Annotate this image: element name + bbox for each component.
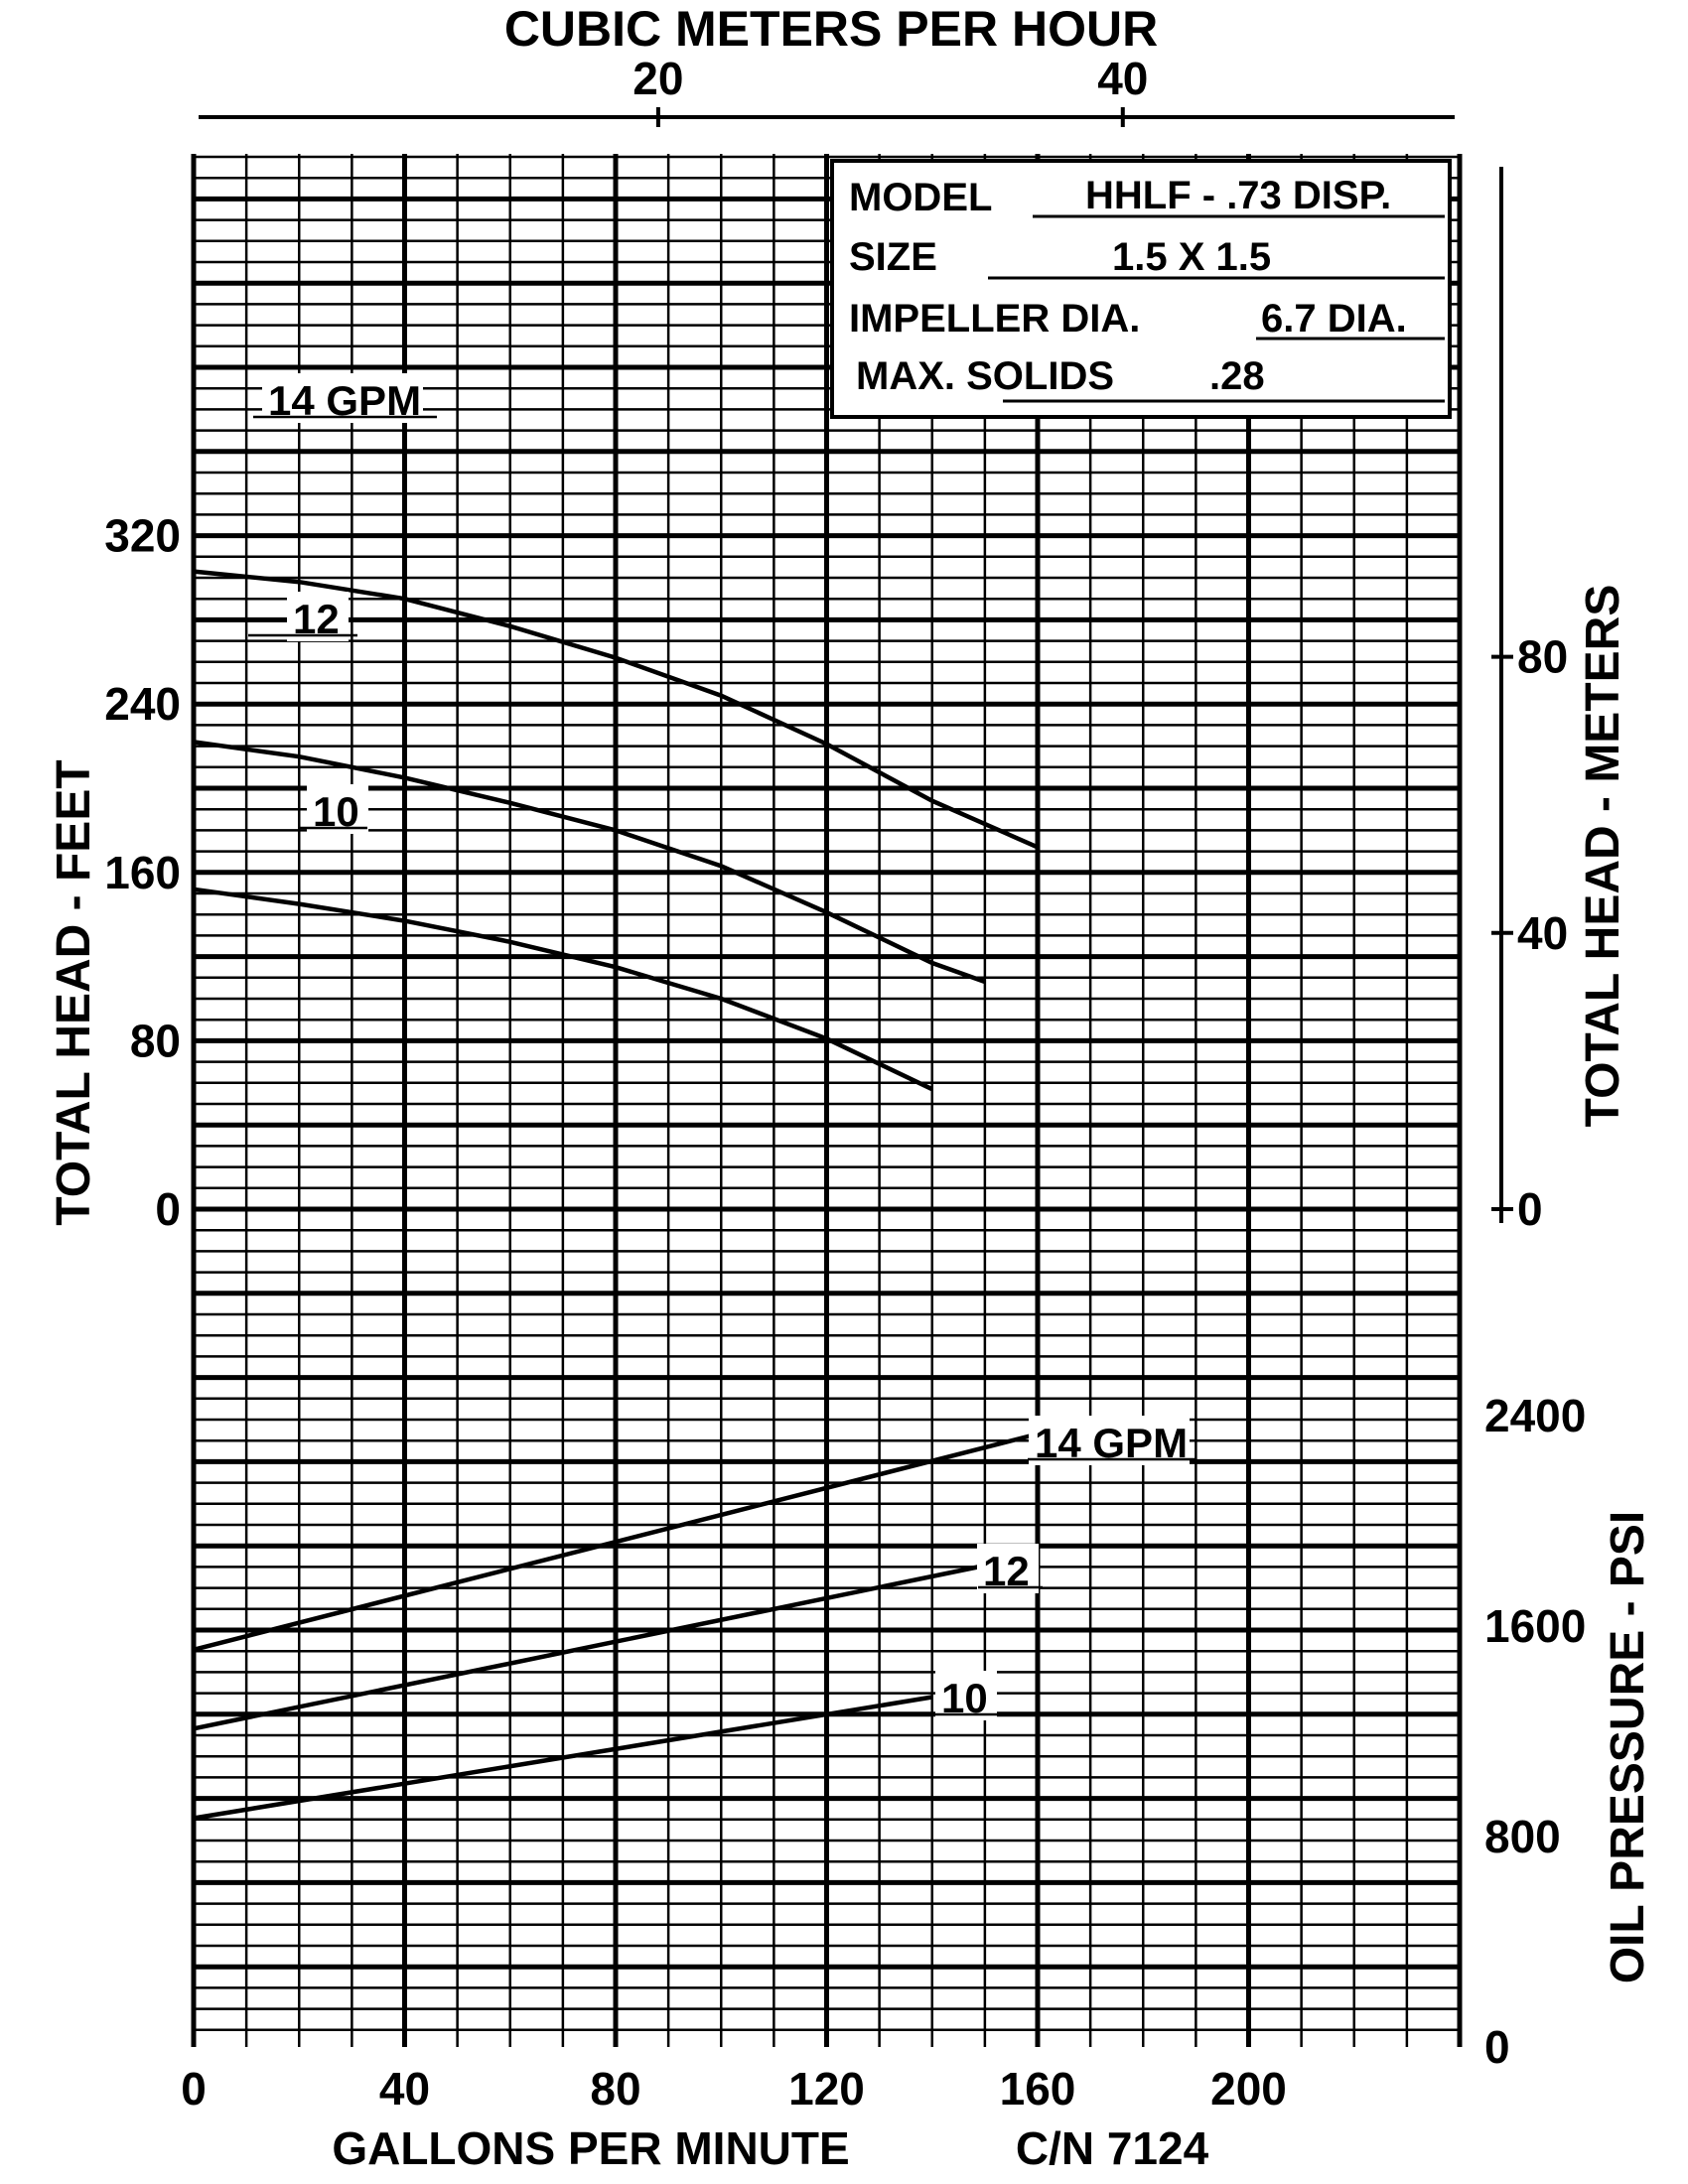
impeller-label: IMPELLER DIA. [849, 297, 1141, 341]
impeller-value: 6.7 DIA. [1261, 297, 1407, 341]
right-pressure-axis-title: OIL PRESSURE - PSI [1602, 1510, 1654, 1984]
head-series-label: 10 [313, 788, 359, 835]
model-value: HHLF - .73 DISP. [1085, 174, 1392, 217]
x-axis-tick-label: 80 [590, 2063, 641, 2115]
right-pressure-axis-tick-label: 800 [1484, 1811, 1561, 1862]
solids-label: MAX. SOLIDS [856, 354, 1115, 398]
chart-grid [194, 154, 1460, 2047]
left-axis-title: TOTAL HEAD - FEET [48, 759, 100, 1226]
right-head-axis-title: TOTAL HEAD - METERS [1577, 584, 1629, 1128]
right-pressure-axis-tick-label: 2400 [1484, 1390, 1587, 1441]
x-axis-tick-label: 120 [788, 2063, 865, 2115]
x-axis-tick-label: 0 [181, 2063, 207, 2115]
top-axis-tick-label: 20 [633, 53, 684, 104]
left-axis-tick-label: 320 [104, 509, 181, 562]
right-head-axis-tick-label: 0 [1517, 1183, 1543, 1235]
right-head-axis-tick-label: 80 [1517, 630, 1569, 683]
top-axis-title: CUBIC METERS PER HOUR [503, 1, 1159, 57]
left-axis-tick-label: 240 [104, 678, 181, 731]
right-pressure-axis-tick-label: 1600 [1484, 1600, 1587, 1652]
pressure-curve [194, 1566, 985, 1728]
left-axis-tick-label: 80 [129, 1015, 181, 1067]
pressure-series-label: 14 GPM [1035, 1420, 1189, 1466]
head-series-label: 12 [293, 596, 340, 642]
x-axis-tick-label: 160 [999, 2063, 1076, 2115]
pressure-series-label: 10 [941, 1675, 988, 1721]
chart-curves [194, 373, 1196, 1819]
top-axis-tick-label: 40 [1097, 53, 1149, 104]
model-label: MODEL [849, 176, 993, 219]
x-axis-tick-label: 200 [1210, 2063, 1287, 2115]
right-head-axis-tick-label: 40 [1517, 906, 1569, 959]
head-curve [194, 742, 985, 982]
size-label: SIZE [849, 235, 937, 279]
head-series-label: 14 GPM [268, 377, 422, 424]
left-axis-tick-label: 0 [155, 1183, 181, 1235]
size-value: 1.5 X 1.5 [1112, 235, 1272, 279]
x-axis-title: GALLONS PER MINUTE [332, 2122, 850, 2174]
bottom-titles [332, 2122, 1208, 2174]
right-pressure-axis-tick-label: 0 [1484, 2021, 1510, 2073]
catalog-number: C/N 7124 [1015, 2122, 1209, 2174]
info-box [832, 161, 1450, 417]
x-axis-tick-label: 40 [378, 2063, 431, 2115]
solids-value: .28 [1209, 354, 1265, 398]
left-axis-tick-label: 160 [104, 846, 181, 898]
pressure-series-label: 12 [983, 1548, 1030, 1594]
